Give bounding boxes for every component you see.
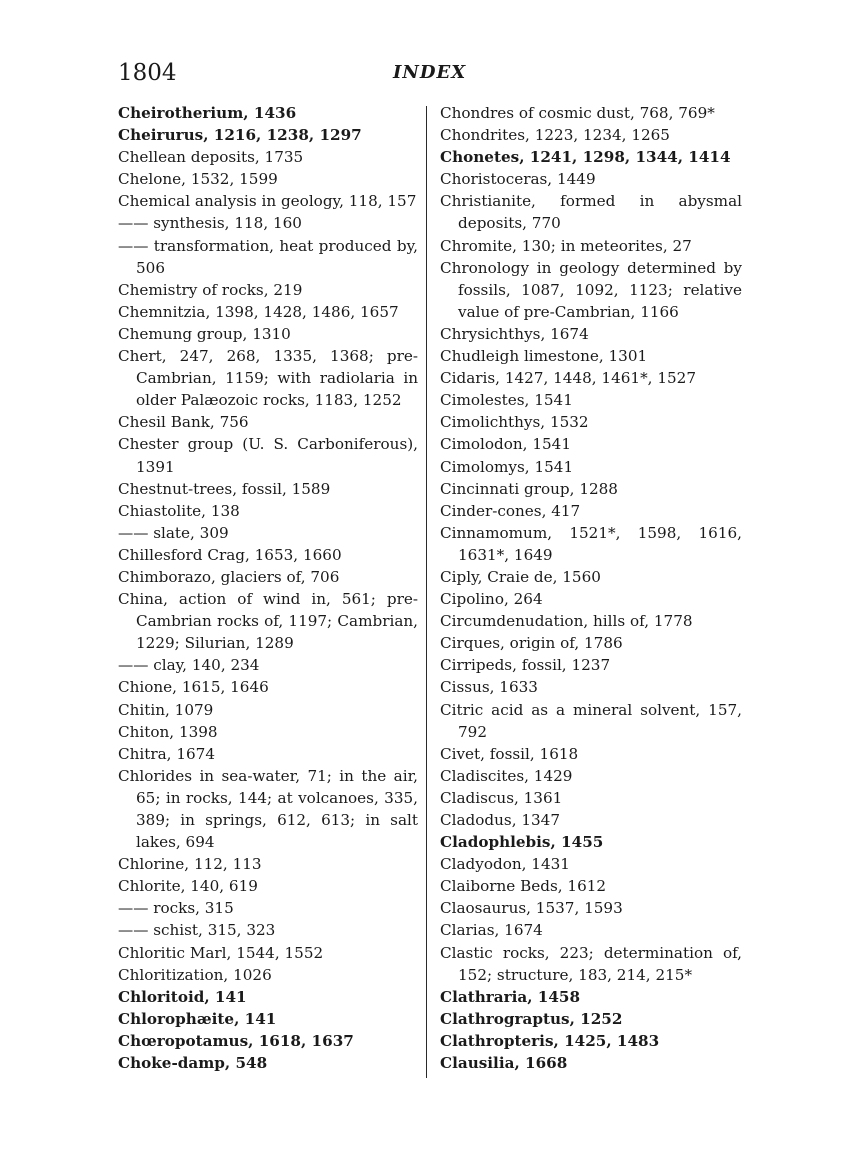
index-entry: —— clay, 140, 234 [118,656,260,675]
index-entry: Cladodus, 1347 [440,811,561,829]
index-entry: Clathraria, 1458 [440,987,581,1006]
index-entry: Chœropotamus, 1618, 1637 [118,1031,354,1050]
index-entry: Chonetes, 1241, 1298, 1344, 1414 [440,148,731,167]
index-entry: Cheirotherium, 1436 [118,104,297,122]
index-entry: Chloritoid, 141 [118,987,247,1006]
index-entry: Ciply, Craie de, 1560 [440,567,601,586]
index-entry: Choristoceras, 1449 [440,170,596,189]
index-entry: Chione, 1615, 1646 [118,678,269,697]
index-entry: Chromite, 130; in meteorites, 27 [440,236,692,255]
index-entry: Claosaurus, 1537, 1593 [440,899,623,918]
index-entry: Cissus, 1633 [440,678,538,697]
index-entry: Cimolodon, 1541 [440,435,571,454]
running-head: INDEX [393,62,467,83]
index-entry: —— slate, 309 [118,523,229,542]
column-divider [426,106,427,1078]
index-entry: Chemistry of rocks, 219 [118,280,303,299]
index-entry: Chrysichthys, 1674 [440,324,589,343]
index-entry: Cimolestes, 1541 [440,391,573,410]
index-entry: Chloritic Marl, 1544, 1552 [118,943,324,962]
index-entry: Cipolino, 264 [440,590,543,609]
index-entry: Clastic rocks, 223; determination of, 152; structure, 183, 214, 215* [440,943,742,984]
index-column-right [440,102,742,1074]
index-column-left [118,102,418,1074]
index-entry: Chemical analysis in geology, 118, 157 [118,192,417,211]
index-entry: Circumdenudation, hills of, 1778 [440,612,693,631]
index-entry: Chronology in geology determined by fossils, 1087, 1092, 1123; relative value of pre-Cambrian, 1166 [440,258,742,321]
index-entry: Cladyodon, 1431 [440,855,570,874]
index-entry: Civet, fossil, 1618 [440,744,579,763]
index-entry: Chiton, 1398 [118,722,218,741]
index-entry: Chemung group, 1310 [118,324,291,343]
index-entry: China, action of wind in, 561; pre-Cambrian rocks of, 1197; Cambrian, 1229; Silurian, 1289 [118,590,418,653]
index-entry: Citric acid as a mineral solvent, 157, 792 [440,700,742,741]
index-entry: Clathropteris, 1425, 1483 [440,1031,660,1050]
index-entry: Chellean deposits, 1735 [118,148,304,167]
index-entry: Chlorine, 112, 113 [118,855,262,874]
page-number: 1804 [118,60,177,86]
index-entry: Chondrites, 1223, 1234, 1265 [440,126,670,145]
index-entry: Christianite, formed in abysmal deposits, 770 [440,192,742,233]
index-entry: Chimborazo, glaciers of, 706 [118,567,340,586]
index-entry: Cladophlebis, 1455 [440,833,604,852]
index-entry: —— synthesis, 118, 160 [118,214,302,233]
index-entry: Clarias, 1674 [440,921,543,940]
index-entry: Chillesford Crag, 1653, 1660 [118,545,342,564]
index-entry: Chondres of cosmic dust, 768, 769* [440,104,715,122]
index-entry: Chloritization, 1026 [118,965,272,984]
index-entry: Chlorophæite, 141 [118,1009,277,1028]
index-entry: Chlorides in sea-water, 71; in the air, 65; in rocks, 144; at volcanoes, 335, 389; in springs, 612, 613; in salt lakes, 694 [118,766,418,852]
index-entry: —— rocks, 315 [118,899,234,918]
index-entry: Chesil Bank, 756 [118,413,249,432]
index-entry: Cirques, origin of, 1786 [440,634,623,653]
index-entry: Clausilia, 1668 [440,1054,568,1073]
index-entry: —— transformation, heat produced by, 506 [118,236,418,277]
index-entry: Cincinnati group, 1288 [440,479,618,498]
index-entry: Cladiscus, 1361 [440,788,563,807]
index-entry: Chiastolite, 138 [118,501,240,520]
index-entry: Clathrograptus, 1252 [440,1009,623,1028]
index-entry: Cirripeds, fossil, 1237 [440,656,611,675]
index-entry: Cheirurus, 1216, 1238, 1297 [118,126,362,145]
index-entry: Chester group (U. S. Carboniferous), 1391 [118,435,418,476]
index-entry: —— schist, 315, 323 [118,921,276,940]
index-entry: Chelone, 1532, 1599 [118,170,278,189]
index-entry: Cidaris, 1427, 1448, 1461*, 1527 [440,369,696,388]
index-entry: Cladiscites, 1429 [440,766,573,785]
index-entry: Chert, 247, 268, 1335, 1368; pre-Cambrian, 1159; with radiolaria in older Palæozoic rocks, 1183, 1252 [118,347,418,410]
index-entry: Chitra, 1674 [118,744,215,763]
index-entry: Cimolomys, 1541 [440,457,574,476]
index-entry: Chestnut-trees, fossil, 1589 [118,479,331,498]
index-entry: Chitin, 1079 [118,700,214,719]
index-entry: Choke-damp, 548 [118,1054,268,1073]
index-entry: Cinnamomum, 1521*, 1598, 1616, 1631*, 1649 [440,523,742,564]
index-entry: Chemnitzia, 1398, 1428, 1486, 1657 [118,302,399,321]
index-entry: Chlorite, 140, 619 [118,877,258,896]
index-entry: Cimolichthys, 1532 [440,413,589,432]
index-entry: Chudleigh limestone, 1301 [440,347,648,366]
index-entry: Claiborne Beds, 1612 [440,877,607,896]
index-entry: Cinder-cones, 417 [440,501,581,520]
